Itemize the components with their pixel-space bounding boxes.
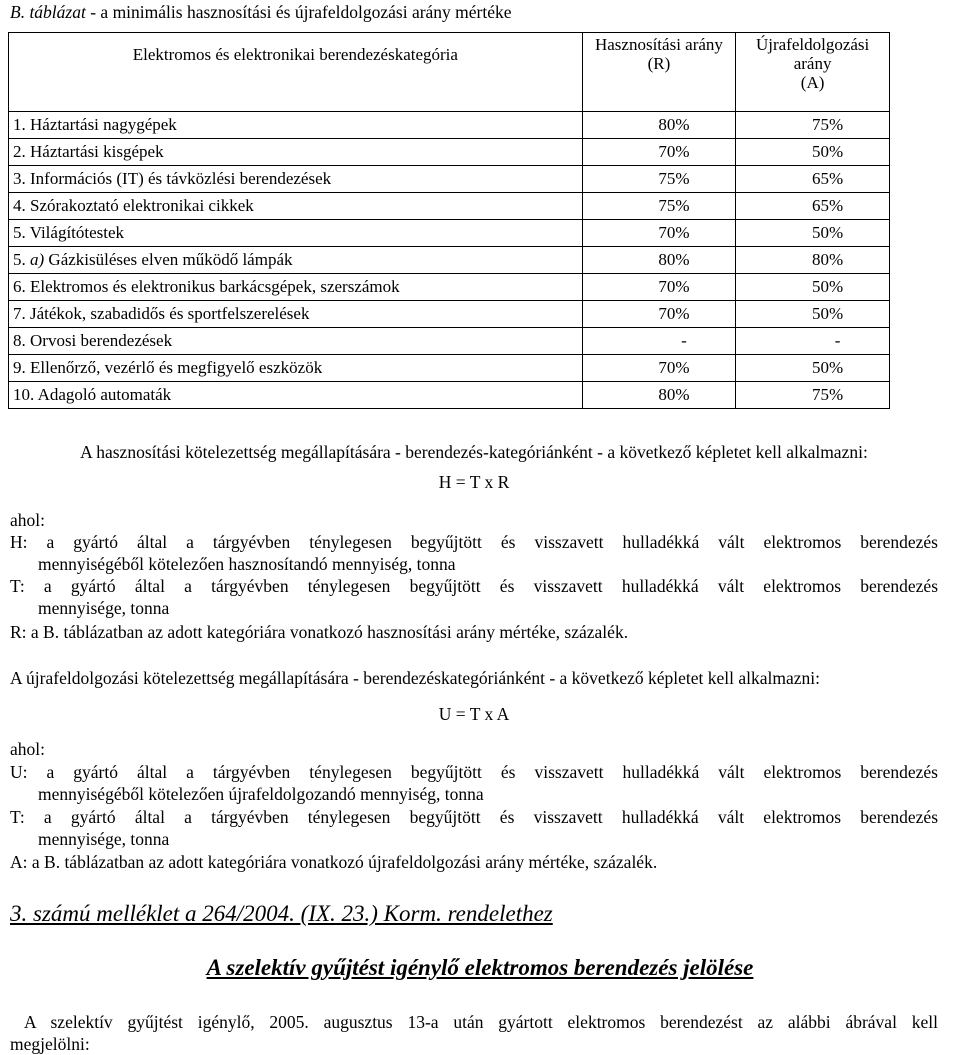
row-recovery-value: 70% [658, 304, 690, 323]
row-name: Adagoló automaták [37, 385, 172, 404]
row-recovery-value: - [681, 331, 687, 350]
definition-t2-line1: T: a gyártó által a tárgyévben ténylegesen begyűjtött és visszavett hulladékká vált elektromos berendezés [10, 807, 938, 827]
table-row [9, 247, 890, 274]
row-recycling-value: 80% [812, 250, 844, 269]
table-row [9, 112, 890, 139]
table-row [9, 382, 890, 409]
annex-subtitle: A szelektív gyűjtést igénylő elektromos berendezés jelölése [206, 955, 754, 980]
row-prefix: 10. [13, 385, 38, 404]
annex-text-line1: A szelektív gyűjtést igénylő, 2005. augusztus 13-a után gyártott elektromos berendezést az alábbi ábrával kell [24, 1012, 938, 1032]
row-recycling-value: 50% [812, 277, 844, 296]
definition-h-line2: mennyiségéből kötelezően hasznosítandó mennyiség, tonna [38, 554, 456, 574]
row-recycling-value: 50% [812, 304, 844, 323]
row-recovery-value: 70% [658, 277, 690, 296]
row-recovery-value: 70% [658, 358, 690, 377]
definition-a: A: a B. táblázatban az adott kategóriára vonatkozó újrafeldolgozási arány mértéke, százalék. [10, 852, 658, 872]
row-recycling-value: 75% [812, 115, 844, 134]
row-recovery-value: 75% [658, 196, 690, 215]
header-recycling-line2: arány [793, 54, 832, 73]
rates-table [8, 32, 890, 409]
row-prefix: 9. [13, 358, 30, 377]
row-recycling-value: 50% [812, 223, 844, 242]
row-prefix: 8. [13, 331, 30, 350]
definition-t-line2: mennyisége, tonna [38, 598, 170, 618]
row-recovery-value: 80% [658, 250, 690, 269]
header-recovery-line1: Hasznosítási arány [594, 35, 723, 54]
definition-r: R: a B. táblázatban az adott kategóriára vonatkozó hasznosítási arány mértéke, százalék. [10, 622, 629, 642]
recovery-where: ahol: [10, 510, 45, 530]
table-row [9, 139, 890, 166]
row-prefix: 5. [13, 250, 30, 269]
recycling-where: ahol: [10, 739, 45, 759]
table-caption-text: - a minimális hasznosítási és újrafeldolgozási arány mértéke [85, 2, 512, 22]
definition-u-line1: U: a gyártó által a tárgyévben ténylegesen begyűjtött és visszavett hulladékká vált elektromos berendezés [10, 762, 938, 782]
definition-u [10, 761, 938, 805]
row-name: Ellenőrző, vezérlő és megfigyelő eszközök [30, 358, 323, 377]
header-recycling-line3: (A) [800, 73, 825, 92]
recovery-intro: A hasznosítási kötelezettség megállapítására - berendezés-kategóriánként - a következő képletet kell alkalmazni: [80, 442, 868, 462]
row-prefix: 7. [13, 304, 30, 323]
row-prefix: 4. [13, 196, 30, 215]
table-row [9, 274, 890, 301]
row-name: Elektromos és elektronikus barkácsgépek, szerszámok [30, 277, 400, 296]
definition-h-line1: H: a gyártó által a tárgyévben ténylegesen begyűjtött és visszavett hulladékká vált elektromos berendezés [10, 532, 938, 552]
recovery-formula: H = T x R [438, 472, 510, 492]
row-recovery-value: 70% [658, 223, 690, 242]
row-name: Orvosi berendezések [30, 331, 173, 350]
table-caption [10, 2, 512, 23]
header-recycling [736, 33, 890, 112]
row-name: Háztartási kisgépek [30, 142, 164, 161]
table-row [9, 166, 890, 193]
table-row [9, 193, 890, 220]
row-prefix-italic: a) [30, 250, 45, 269]
definition-t2-line2: mennyisége, tonna [38, 829, 170, 849]
row-prefix: 6. [13, 277, 30, 296]
annex-text [10, 1011, 938, 1055]
table-row [9, 328, 890, 355]
annex-text-line2: megjelölni: [10, 1034, 90, 1054]
row-name: Információs (IT) és távközlési berendezések [30, 169, 332, 188]
row-prefix: 5. [13, 223, 30, 242]
table-row [9, 220, 890, 247]
table-row [9, 355, 890, 382]
annex-title: 3. számú melléklet a 264/2004. (IX. 23.) Korm. rendelethez [10, 901, 553, 926]
definition-u-line2: mennyiségéből kötelezően újrafeldolgozandó mennyiség, tonna [38, 784, 484, 804]
table-header-row [9, 33, 890, 112]
row-recycling-value: - [834, 331, 841, 350]
row-recovery-value: 80% [658, 115, 690, 134]
header-recovery [582, 33, 736, 112]
row-recycling-value: 50% [812, 358, 844, 377]
row-recycling-value: 50% [812, 142, 844, 161]
row-name: Játékok, szabadidős és sportfelszerelések [30, 304, 310, 323]
recycling-intro: A újrafeldolgozási kötelezettség megállapítására - berendezéskategóriánként - a következő képletet kell alkalmazni: [10, 668, 820, 688]
row-recycling-value: 65% [812, 196, 844, 215]
row-prefix: 1. [13, 115, 30, 134]
row-name: Világítótestek [29, 223, 125, 242]
table-caption-label: B. táblázat [10, 2, 86, 22]
header-recovery-line2: (R) [647, 54, 671, 73]
row-name: Gázkisüléses elven működő lámpák [44, 250, 293, 269]
definition-t2 [10, 806, 938, 850]
row-recovery-value: 70% [658, 142, 690, 161]
header-category: Elektromos és elektronikai berendezéskategória [9, 33, 583, 112]
header-recycling-line1: Újrafeldolgozási [755, 35, 870, 54]
definition-h [10, 531, 938, 575]
row-prefix: 2. [13, 142, 30, 161]
recycling-formula: U = T x A [438, 704, 510, 724]
row-recycling-value: 75% [812, 385, 844, 404]
table-row [9, 301, 890, 328]
row-recovery-value: 80% [658, 385, 690, 404]
definition-t [10, 575, 938, 619]
row-recycling-value: 65% [812, 169, 844, 188]
definition-t-line1: T: a gyártó által a tárgyévben ténylegesen begyűjtött és visszavett hulladékká vált elektromos berendezés [10, 576, 938, 596]
row-prefix: 3. [13, 169, 30, 188]
row-recovery-value: 75% [658, 169, 690, 188]
row-name: Háztartási nagygépek [30, 115, 177, 134]
row-name: Szórakoztató elektronikai cikkek [30, 196, 254, 215]
